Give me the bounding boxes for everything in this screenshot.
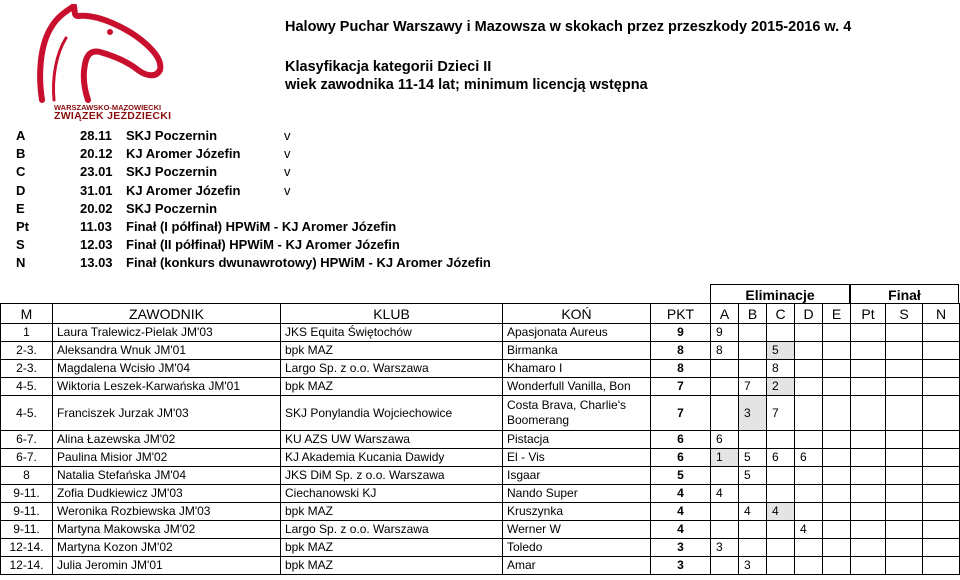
col-header-s: S [886,304,923,324]
col-header-a: A [711,304,739,324]
event-item-s: S 12.03 Finał (II półfinał) HPWiM - KJ Aromer Józefin [16,237,400,253]
kon-multiline: Costa Brava, Charlie's Boomerang [503,396,651,431]
phase-final: Finał [850,284,959,304]
table-row: 6-7. Paulina Misior JM'02 KJ Akademia Kucania Dawidy El - Vis 6 1 5 6 6 [1,449,960,467]
table-row: 2-3. Aleksandra Wnuk JM'01 bpk MAZ Birmanka 8 8 5 [1,342,960,360]
table-row: 8 Natalia Stefańska JM'04 JKS DiM Sp. z o.o. Warszawa Isgaar 5 5 [1,467,960,485]
col-header-klub: KLUB [281,304,503,324]
table-row: 4-5. Wiktoria Leszek-Karwańska JM'01 bpk MAZ Wonderfull Vanilla, Bon 7 7 2 [1,378,960,396]
logo-line2: ZWIĄZEK JEŹDZIECKI [54,110,172,122]
table-row: 12-14. Julia Jeromin JM'01 bpk MAZ Amar 3 3 [1,557,960,575]
col-header-pkt: PKT [651,304,711,324]
table-row: 6-7. Alina Łazewska JM'02 KU AZS UW Warszawa Pistacja 6 6 [1,431,960,449]
table-row: 12-14. Martyna Kozon JM'02 bpk MAZ Toledo 3 3 [1,539,960,557]
table-row: 4-5. Franciszek Jurzak JM'03 SKJ Ponylandia Wojciechowice Costa Brava, Charlie's Boomerang 7 3 7 [1,396,960,431]
col-header-m: M [1,304,53,324]
col-header-c: C [767,304,795,324]
horse-head-icon [28,4,178,104]
table-header-row [1,304,960,324]
classification-criteria: wiek zawodnika 11-14 lat; minimum licencją wstępna [285,77,648,93]
table-row: 2-3. Magdalena Wcisło JM'04 Largo Sp. z o.o. Warszawa Khamaro I 8 8 [1,360,960,378]
event-item-b: B 20.12 KJ Aromer Józefin v [16,146,291,162]
table-row: 1 Laura Tralewicz-Pielak JM'03 JKS Equita Świętochów Apasjonata Aureus 9 9 [1,324,960,342]
table-row: 9-11. Zofia Dudkiewicz JM'03 Ciechanowski KJ Nando Super 4 4 [1,485,960,503]
col-header-pt: Pt [851,304,886,324]
logo-line1: WARSZAWSKO-MAZOWIECKI [54,103,162,112]
col-header-zawodnik: ZAWODNIK [53,304,281,324]
event-legend [16,127,536,273]
federation-logo [28,4,178,126]
classification-title: Klasyfikacja kategorii Dzieci II [285,59,492,75]
col-header-b: B [739,304,767,324]
col-header-d: D [795,304,823,324]
event-item-n: N 13.03 Finał (konkurs dwunawrotowy) HPWiM - KJ Aromer Józefin [16,255,491,271]
col-header-kon: KOŃ [503,304,651,324]
event-item-c: C 23.01 SKJ Poczernin v [16,164,291,180]
table-row: 9-11. Martyna Makowska JM'02 Largo Sp. z o.o. Warszawa Werner W 4 4 [1,521,960,539]
table-row: 9-11. Weronika Rozbiewska JM'03 bpk MAZ Kruszynka 4 4 4 [1,503,960,521]
event-item-a: A 28.11 SKJ Poczernin v [16,128,291,143]
phase-header [710,284,959,304]
event-item-pt: Pt 11.03 Finał (I półfinał) HPWiM - KJ Aromer Józefin [16,218,397,234]
event-item-d: D 31.01 KJ Aromer Józefin v [16,182,291,198]
phase-eliminacje: Eliminacje [710,284,850,304]
col-header-n: N [923,304,960,324]
col-header-e: E [823,304,851,324]
event-item-e: E 20.02 SKJ Poczernin [16,200,218,216]
results-table [0,303,960,575]
page-title: Halowy Puchar Warszawy i Mazowsza w skokach przez przeszkody 2015-2016 w. 4 [285,19,852,35]
